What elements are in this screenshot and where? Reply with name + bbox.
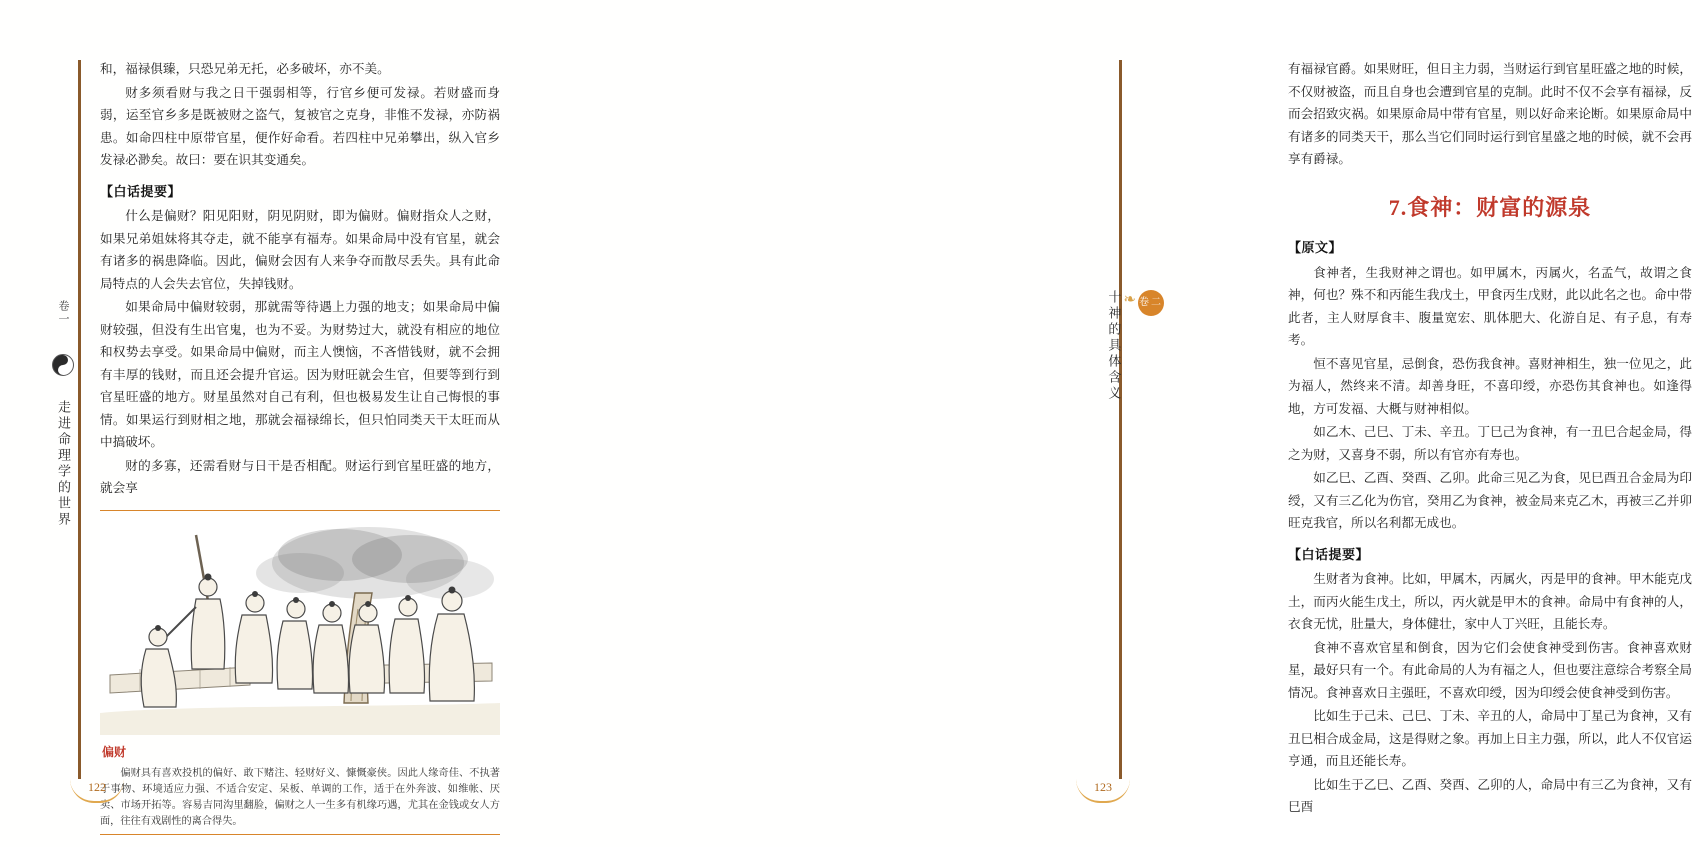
left-page bbox=[0, 0, 600, 847]
figure-caption-body: 偏财具有喜欢投机的偏好、敢下赌注、轻财好义、慷慨豪侠。因此人缘奇佳、不执著于事物、环境适应力强、不适合安定、呆板、单调的工作，适于在外奔波、如维帐、厌卖、市场开拓等。容易吉同沟里翻脸，偏财之人一生多有机缘巧遇，尤其在金钱或女人方面，往往有戏剧性的离合得失。 bbox=[100, 768, 500, 827]
left-page-body bbox=[100, 58, 513, 835]
right-page bbox=[600, 0, 1692, 847]
figure-illustration bbox=[100, 517, 500, 735]
right-sidebar bbox=[1106, 290, 1164, 402]
vernacular-paragraph: 什么是偏财？阳见阳财，阴见阴财，即为偏财。偏财指众人之财，如果兄弟姐妹将其夺走，就不能享有福寿。如果命局中没有官星，就会有诸多的祸患降临。因此，偏财会因有人来争夺而散尽丢失。具有此命局特点的人会失去官位，失掉钱财。 bbox=[100, 209, 500, 291]
vernacular-paragraph: 食神不喜欢官星和倒食，因为它们会使食神受到伤害。食神喜欢财星，最好只有一个。有此命局的人为有福之人，但也要注意综合考察全局情况。食神喜欢日主强旺，不喜欢印绶，因为印绶会使食神受到伤害。 bbox=[1288, 640, 1692, 700]
yinyang-icon bbox=[52, 354, 74, 376]
classic-paragraph: 和，福禄俱臻，只恐兄弟无托，必多破坏，亦不美。 bbox=[100, 62, 390, 76]
original-paragraph: 恒不喜见官星，忌倒食，恐伤我食神。喜财神相生，独一位见之，此为福人，然终来不清。却善身旺，不喜印绶，亦恐伤其食神也。如逢得地，方可发福、大概与财神相似。 bbox=[1288, 356, 1692, 416]
vernacular-section-tag: 【白话提要】 bbox=[100, 183, 182, 199]
left-sidebar bbox=[40, 300, 74, 528]
right-page-vertical-rule bbox=[1119, 60, 1122, 779]
original-paragraph: 如乙巳、乙酉、癸酉、乙卯。此命三见乙为食，见巳酉丑合金局为印绶，又有三乙化为伤官，癸用乙为食神，被金局来克乙木，再被三乙并卯旺克我官，所以名利都无成也。 bbox=[1288, 471, 1692, 530]
vernacular-paragraph: 比如生于己未、己巳、丁未、辛丑的人，命局中丁星己为食神，又有丑巳相合成金局，这是得财之象。再加上日主力强，所以，此人不仅官运亨通，而且还能长寿。 bbox=[1288, 709, 1692, 768]
illustration-svg bbox=[100, 517, 500, 735]
vernacular-paragraph: 财的多寡，还需看财与日干是否相配。财运行到官星旺盛的地方，就会享 bbox=[100, 458, 500, 495]
original-section-tag: 【原文】 bbox=[1288, 240, 1343, 255]
right-sidebar-title: 十神的具体含义 bbox=[1106, 290, 1122, 402]
vernacular-paragraph: 如果命局中偏财较弱，那就需等待遇上力强的地支；如果命局中偏财较强，但没有生出官鬼，也为不妥。为财势过大，就没有相应的地位和权势去享受。如果命局中偏财，而主人懊恼，不吝惜钱财，就不会拥有丰厚的钱财，而且还会提升官运。因为财旺就会生官，但要等到行到官星旺盛的地方。财星虽然对自己有利，但也极易发生让自己悔恨的事情。如果运行到财相之地，那就会福禄绵长，但只怕同类天干太旺而从中搞破坏。 bbox=[100, 300, 500, 449]
folio-flourish-right bbox=[1076, 779, 1130, 803]
original-paragraph: 如乙木、己巳、丁未、辛丑。丁巳己为食神，有一丑巳合起金局，得之为财，又喜身不弱，所以有官亦有寿也。 bbox=[1288, 425, 1692, 462]
chapter-heading: 7.食神：财富的源泉 bbox=[1388, 194, 1592, 220]
page-number-right: 123 bbox=[1094, 780, 1112, 794]
flourish-icon: ❧ bbox=[1123, 292, 1138, 308]
continued-paragraph: 有福禄官爵。如果财旺，但日主力弱，当财运行到官星旺盛之地的时候，不仅财被盗，而且自身也会遭到官星的克制。此时不仅不会享有福禄，反而会招致灾祸。如果原命局中带有官星，则以好命来论断。如果原命局中有诸多的同类天干，那么当它们同时运行到官星盛之地的时候，就不会再享有爵禄。 bbox=[1288, 62, 1692, 166]
vernacular-paragraph: 比如生于乙巳、乙酉、癸酉、乙卯的人，命局中有三乙为食神，又有巳酉 bbox=[1288, 777, 1692, 814]
vernacular-section-tag: 【白话提要】 bbox=[1288, 546, 1370, 562]
figure-caption-title: 偏财 bbox=[102, 744, 127, 759]
vernacular-paragraph: 生财者为食神。比如，甲属木，丙属火，丙是甲的食神。甲木能克戊土，而丙火能生戊土，所以，丙火就是甲木的食神。命局中有食神的人，衣食无忧，肚量大，身体健壮，家中人丁兴旺，且能长寿。 bbox=[1288, 572, 1692, 631]
volume-label: 卷一 bbox=[57, 300, 69, 326]
page-number-left: 122 bbox=[88, 780, 106, 794]
classic-paragraph: 财多须看财与我之日干强弱相等，行官乡便可发禄。若财盛而身弱，运至官乡多是既被财之盗气，复被官之克身，非惟不发禄，亦防祸患。如命四柱中原带官星，便作好命看。若四柱中兄弟攀出，纵入官乡 发禄必渺矣。故曰：要在识其变通矣。 bbox=[100, 85, 513, 167]
figure-block bbox=[100, 510, 500, 836]
sidebar-volume-badge: 卷二 bbox=[1138, 290, 1164, 316]
right-page-body bbox=[1288, 58, 1692, 820]
left-sidebar-title: 走进命理学的世界 bbox=[56, 400, 71, 528]
left-page-vertical-rule bbox=[78, 60, 81, 779]
original-paragraph: 食神者，生我财神之谓也。如甲属木，丙属火，名孟气，故谓之食神，何也？殊不和丙能生我戊土，甲食丙生戊财，此以此名之也。命中带此者，主人财厚食丰、腹量宽宏、肌体肥大、化游自足、有子息，有寿考。 bbox=[1288, 265, 1692, 347]
figure-bottom-rule bbox=[100, 834, 500, 835]
